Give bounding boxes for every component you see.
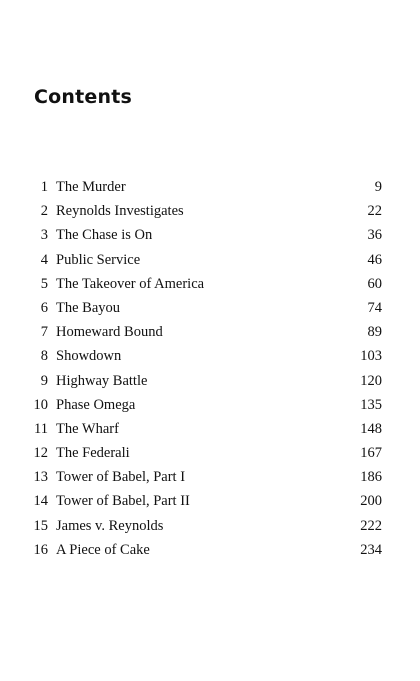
page-number: 9	[374, 179, 382, 195]
page-number: 222	[360, 517, 382, 534]
chapter-number: 3	[40, 227, 48, 244]
toc-entry	[26, 321, 382, 345]
page-number: 186	[360, 469, 382, 486]
chapter-number: 13	[33, 469, 48, 486]
chapter-number: 8	[40, 348, 48, 365]
chapter-title: The Chase is On	[56, 227, 153, 244]
chapter-title: Homeward Bound	[56, 324, 163, 341]
page-number: 60	[367, 275, 382, 292]
page-number: 74	[367, 299, 382, 316]
toc-entry	[26, 273, 382, 297]
chapter-title: The Bayou	[56, 299, 121, 316]
chapter-title: Phase Omega	[56, 396, 136, 413]
chapter-number: 16	[33, 541, 48, 558]
chapter-title: A Piece of Cake	[56, 541, 150, 558]
toc-entry	[26, 249, 382, 273]
chapter-number: 12	[33, 445, 48, 462]
page-number: 89	[367, 324, 382, 341]
chapter-number: 1	[40, 179, 48, 195]
toc-entry	[26, 466, 382, 490]
toc-entry	[26, 539, 382, 563]
page-number: 103	[360, 348, 382, 365]
chapter-number: 5	[40, 275, 48, 292]
page-number: 200	[360, 493, 382, 510]
chapter-number: 10	[33, 396, 48, 413]
toc-entry	[26, 442, 382, 466]
toc-entry	[26, 345, 382, 369]
chapter-title: Highway Battle	[56, 372, 148, 389]
toc-entry	[26, 224, 382, 248]
chapter-title: James v. Reynolds	[56, 517, 164, 534]
contents-heading: Contents	[34, 86, 133, 108]
toc-entry	[26, 297, 382, 321]
chapter-title: Showdown	[56, 348, 122, 365]
chapter-title: Public Service	[56, 251, 141, 268]
toc-entry	[26, 370, 382, 394]
chapter-title: The Federali	[56, 445, 130, 462]
chapter-title: The Murder	[56, 179, 126, 195]
page-number: 148	[360, 420, 382, 437]
table-of-contents	[26, 176, 382, 563]
chapter-title: The Wharf	[56, 420, 119, 437]
chapter-title: Tower of Babel, Part I	[56, 469, 186, 486]
chapter-title: The Takeover of America	[56, 275, 205, 292]
chapter-number: 4	[40, 251, 48, 268]
page-number: 120	[360, 372, 382, 389]
chapter-title: Tower of Babel, Part II	[56, 493, 190, 510]
chapter-number: 2	[40, 203, 48, 220]
toc-entry	[26, 515, 382, 539]
chapter-number: 14	[33, 493, 48, 510]
toc-entry	[26, 394, 382, 418]
chapter-number: 7	[40, 324, 48, 341]
page-number: 36	[367, 227, 382, 244]
toc-entry	[26, 176, 382, 200]
page-number: 234	[360, 541, 382, 558]
page-number: 46	[367, 251, 382, 268]
chapter-number: 11	[34, 420, 48, 437]
toc-entry	[26, 490, 382, 514]
page-number: 22	[367, 203, 382, 220]
chapter-number: 9	[40, 372, 48, 389]
toc-entry	[26, 418, 382, 442]
page-number: 135	[360, 396, 382, 413]
chapter-title: Reynolds Investigates	[56, 203, 184, 220]
chapter-number: 6	[40, 299, 48, 316]
chapter-number: 15	[33, 517, 48, 534]
toc-entry	[26, 200, 382, 224]
page-number: 167	[360, 445, 382, 462]
